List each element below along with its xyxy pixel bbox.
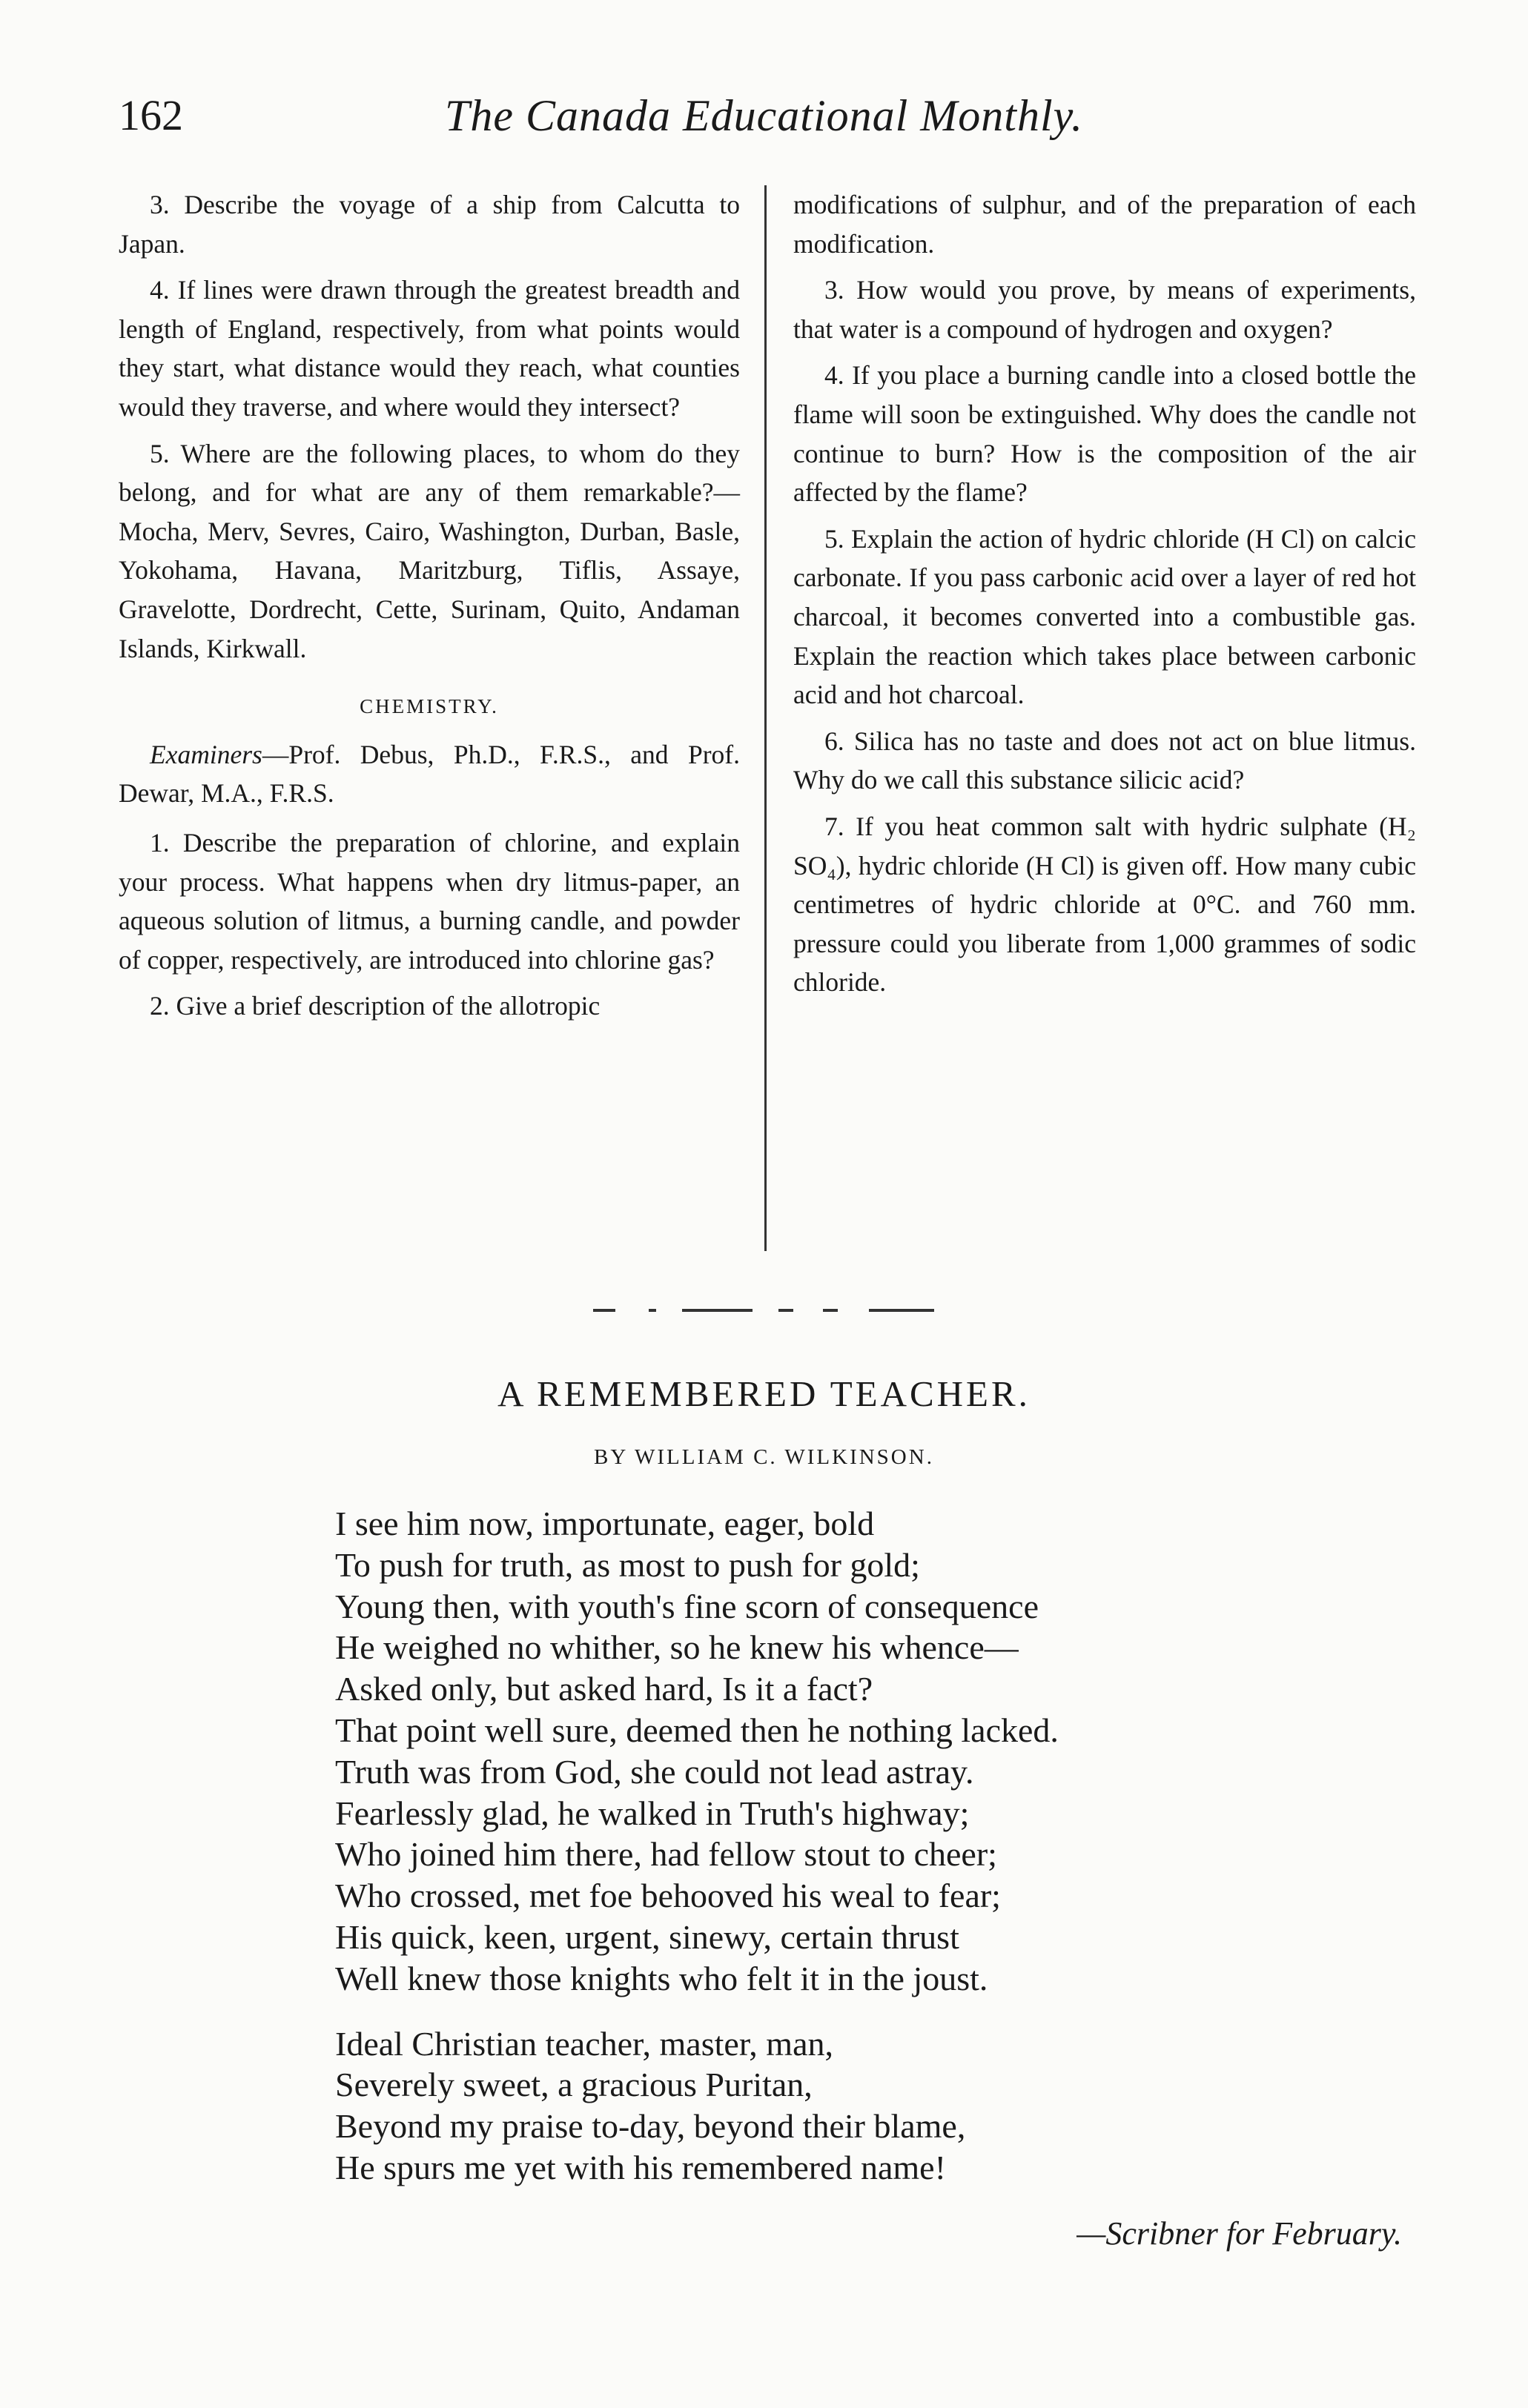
question: 5. Where are the following places, to whom do they belong, and for what are any of them remarkable?—Mocha, Merv, Sevres, Cairo, Washington, Durban, Basle, Yokohama, Havana, Maritzburg, Tiflis, Assaye, Gravelotte, Dordrecht, Cette, Surinam, Quito, Andaman Islands, Kirkwall.: [119, 438, 740, 663]
page-header: [119, 90, 1423, 150]
question: 1. Describe the preparation of chlorine, and explain your process. What happens when dry litmus-paper, an aqueous solution of litmus, a burning candle, and powder of copper, respectively, are introduced into chlorine gas?: [119, 827, 740, 975]
examiners-text: —Prof. Debus, Ph.D., F.R.S., and Prof. Dewar, M.A., F.R.S.: [119, 739, 740, 809]
poem-line: He spurs me yet with his remembered name!: [335, 2148, 946, 2186]
running-title: The Canada Educational Monthly.: [445, 91, 1083, 140]
poem-line: Severely sweet, a gracious Puritan,: [335, 2066, 813, 2104]
question: 7. If you heat common salt with hydric sulphate (H₂ SO₄), hydric chloride (H Cl) is given off. How many cubic centimetres of hydric chloride at 0°C. and 760 mm. pressure could you liberate from 1,000 grammes of sodic chloride.: [793, 811, 1416, 998]
question: 5. Explain the action of hydric chloride (H Cl) on calcic carbonate. If you pass carbonic acid over a layer of red hot charcoal, it becomes converted into a combustible gas. Explain the reaction which takes place between carbonic acid and hot charcoal.: [793, 523, 1416, 710]
question-continuation: modifications of sulphur, and of the preparation of each modification.: [793, 190, 1416, 259]
question: 3. How would you prove, by means of experiments, that water is a compound of hydrogen and oxygen?: [793, 275, 1416, 344]
poem-line: Young then, with youth's fine scorn of consequence: [335, 1587, 1039, 1625]
poem-line: Who crossed, met foe behooved his weal to fear;: [335, 1877, 1001, 1915]
page-number: 162: [119, 91, 183, 139]
section-ornament: [593, 1306, 934, 1315]
stanza-1: [335, 1503, 1059, 2000]
poem-body: [335, 1503, 1059, 2189]
poem-line: Asked only, but asked hard, Is it a fact?: [335, 1670, 873, 1708]
poem-line: Ideal Christian teacher, master, man,: [335, 2024, 833, 2063]
stanza-2: [335, 2023, 1059, 2189]
question: 4. If lines were drawn through the greatest breadth and length of England, respectively, from what points would they start, what distance would they reach, what counties would they traverse, and where would they intersect?: [119, 275, 740, 422]
question: 2. Give a brief description of the allotropic: [150, 991, 601, 1021]
poem-author: BY WILLIAM C. WILKINSON.: [594, 1445, 934, 1469]
question: 4. If you place a burning candle into a closed bottle the flame will soon be extinguished. Why does the candle not continue to burn? How is the composition of the air affected by the flame?: [793, 360, 1416, 508]
left-column: [119, 185, 740, 1033]
column-divider: [764, 185, 767, 1251]
poem-line: That point well sure, deemed then he nothing lacked.: [335, 1711, 1059, 1749]
examiners-line: [119, 735, 740, 813]
poem-attribution: —Scribner for February.: [1076, 2215, 1402, 2252]
poem-line: I see him now, importunate, eager, bold: [335, 1505, 875, 1542]
poem-line: Well knew those knights who felt it in the joust.: [335, 1959, 988, 1997]
poem-line: He weighed no whither, so he knew his whence—: [335, 1628, 1019, 1667]
examiners-label: Examiners: [150, 739, 262, 769]
poem-line: Who joined him there, had fellow stout to cheer;: [335, 1835, 997, 1874]
poem-line: Truth was from God, she could not lead astray.: [335, 1752, 974, 1791]
right-column: [793, 185, 1416, 1009]
poem-line: To push for truth, as most to push for gold;: [335, 1545, 920, 1584]
poem-title: A REMEMBERED TEACHER.: [497, 1373, 1031, 1414]
question: 6. Silica has no taste and does not act on blue litmus. Why do we call this substance silicic acid?: [793, 726, 1416, 795]
section-heading: CHEMISTRY.: [360, 695, 499, 718]
poem-line: His quick, keen, urgent, sinewy, certain thrust: [335, 1917, 959, 1956]
poem-line: Fearlessly glad, he walked in Truth's highway;: [335, 1794, 970, 1832]
poem-line: Beyond my praise to-day, beyond their blame,: [335, 2107, 966, 2146]
question: 3. Describe the voyage of a ship from Calcutta to Japan.: [119, 190, 740, 259]
